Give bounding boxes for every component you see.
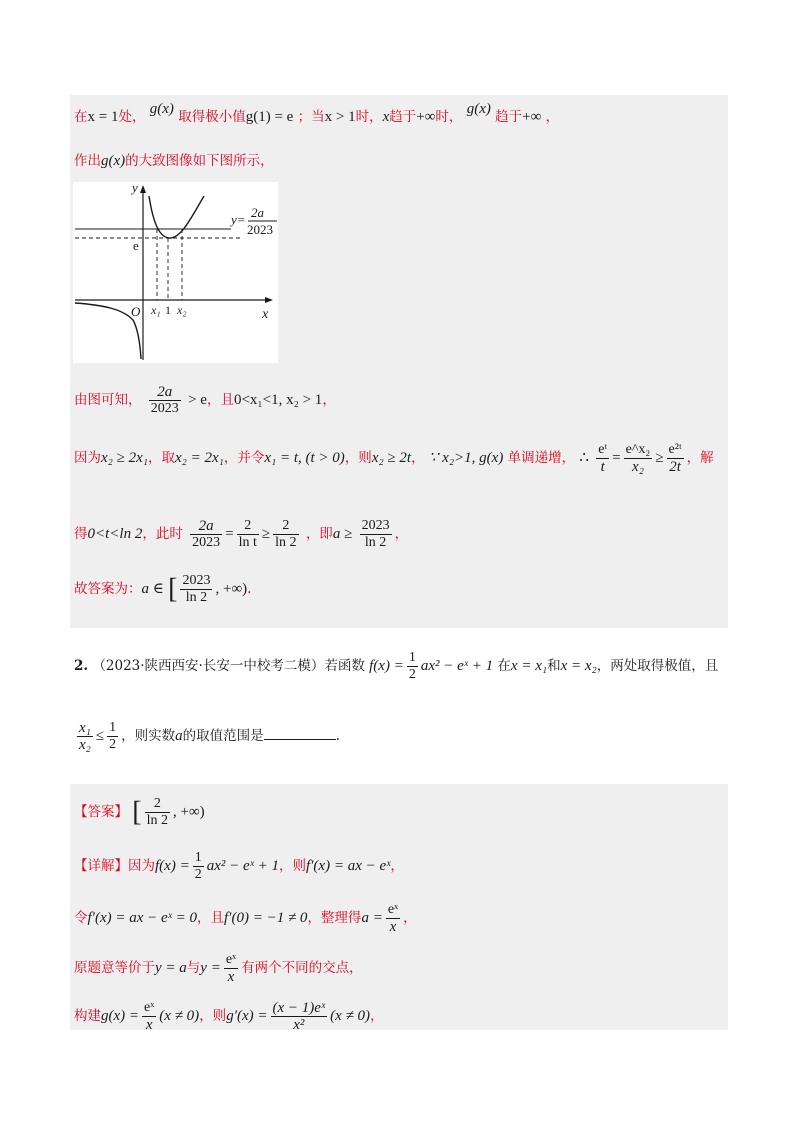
solution-line-6: 故答案为：a ∈ [ $\frac{2023}{\ln 2}$ , +∞). [74, 573, 252, 605]
solution-line-2: 作出g(x)的大致图像如下图所示， [74, 153, 274, 169]
line-label-num: 2a [251, 205, 264, 220]
detail-line-3: 原题意等价于y = a与y = $\frac{\text{eˣ}}{x}$ 有两个不同的交点， [74, 952, 363, 985]
solution-line-5: 得0<t<ln 2，此时 $\frac{2a}{2023}$ = $\frac{2}{\text{ln t}}$ ≥ $\frac{2}{\ln 2}$ ，即a ≥ $\frac{2023}{\ln 2}$ ， [74, 518, 409, 550]
question-2-line-1: 2. （2023·陕西西安·长安一中校考二模）若函数 f(x) = $\frac{1}{2}$ ax² − eˣ + 1 在x = x₁和x = x₂，两处取得极值，且 [74, 650, 719, 682]
answer-line: 【答案】 [ $\frac{2}{\ln 2}$ , +∞) [74, 796, 205, 828]
fraction-2a-2023: $\frac{2a}{2023}$ [150, 384, 179, 416]
one-label: 1 [165, 303, 171, 317]
line-label-prefix: y= [231, 212, 246, 227]
solution-line-4: 因为x₂ ≥ 2x₁，取x₂ = 2x₁，并令x₁ = t, (t > 0)，则x₂ ≥ 2t， ∵ x₂>1, g(x) 单调递增， ∴ $\frac{\text{eᵗ}}{t}$ = $\frac{\text{e\textasciicircum{}x₂}}{\text{x₂}}$ ≥ $\frac{\text{e²ᵗ}}{2t}$ ，解 [74, 442, 714, 475]
x-axis-label: x [262, 307, 269, 322]
origin-label: O [131, 304, 141, 319]
graph-svg [73, 182, 278, 363]
e-label: e [133, 238, 139, 253]
x-axis-arrow [265, 297, 273, 303]
detail-line-2: 令f′(x) = ax − eˣ = 0，且f′(0) = −1 ≠ 0，整理得a = $\frac{\text{eˣ}}{x}$ ， [74, 902, 417, 935]
solution-line-3: 由图可知， $\frac{2a}{2023}$ > e，且0<x₁<1, x₂ > 1， [74, 384, 336, 416]
detail-line-4: 构建g(x) = $\frac{\text{eˣ}}{x}$ (x ≠ 0)，则g′(x) = $\frac{\text{(x − 1)eˣ}}{\text{x²}}$ (x ≠ 0)， [74, 1000, 384, 1033]
detail-line-1: 【详解】因为f(x) = $\frac{1}{2}$ ax² − eˣ + 1，则f′(x) = ax − eˣ， [74, 850, 404, 882]
answer-blank [264, 725, 336, 740]
y-axis-label: y [132, 182, 138, 195]
solution-line-1: 在x = 1处， g(x) 取得极小值g(1) = e ；当x > 1时，x趋于+∞时， g(x) 趋于+∞ ， [74, 101, 560, 125]
function-graph [73, 182, 278, 363]
y-axis-arrow [140, 185, 146, 193]
x1-label: x₁ [151, 303, 161, 317]
x2-label: x₂ [177, 303, 187, 317]
line-label-den: 2023 [247, 222, 273, 237]
question-2-line-2: $\frac{\text{x₁}}{\text{x₂}}$ ≤ $\frac{1}{2}$ ，则实数a的取值范围是 . [79, 720, 340, 753]
